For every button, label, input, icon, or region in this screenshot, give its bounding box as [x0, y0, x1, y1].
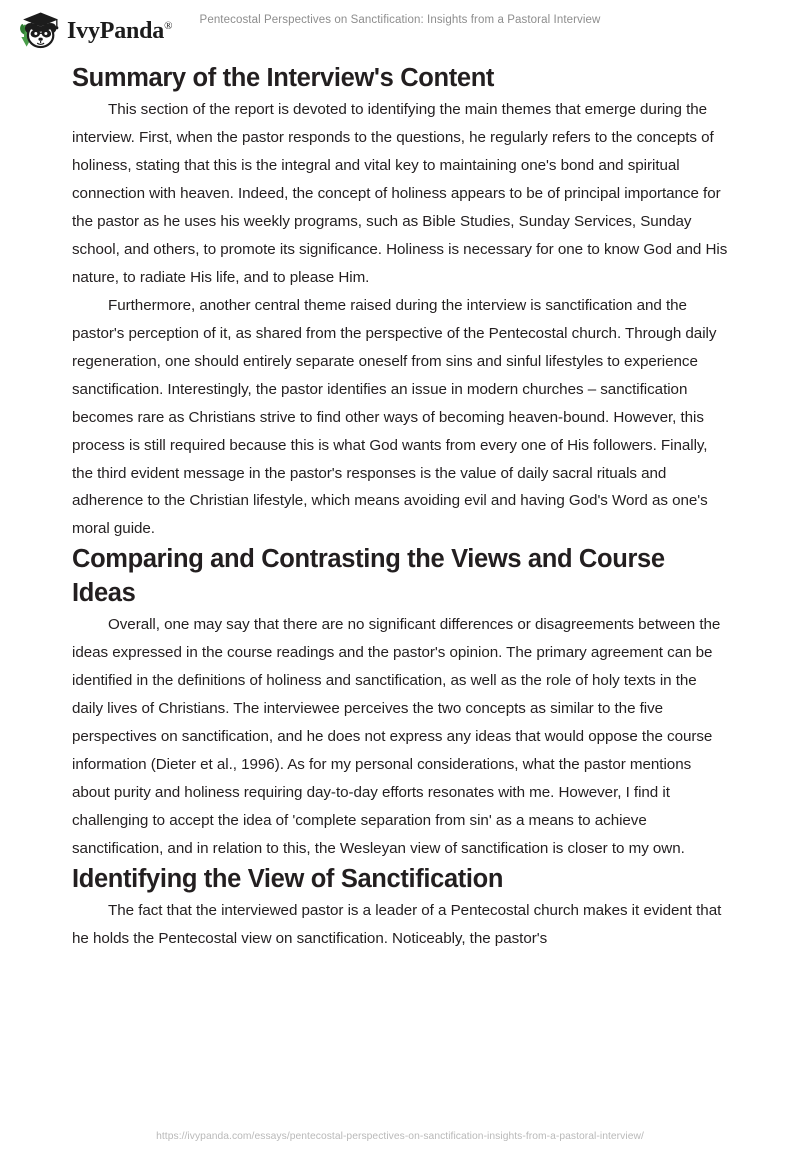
paragraph: This section of the report is devoted to identifying the main themes that emerge during the interview. First, when the pastor responds to the questions, he regularly refers to the concepts of holiness, stating that this is the integral and vital key to maintaining one's bond and spiritual connection with heaven. Indeed, the concept of holiness appears to be of principal importance for the pastor as he uses his weekly programs, such as Bible Studies, Sunday Services, Sunday school, and others, to promote its significance. Holiness is necessary for one to know God and His nature, to radiate His life, and to please Him. [72, 100, 728, 286]
document-title: Pentecostal Perspectives on Sanctification: Insights from a Pastoral Interview [199, 14, 601, 26]
paragraph: The fact that the interviewed pastor is a leader of a Pentecostal church makes it evident that he holds the Pentecostal view on sanctification. Noticeably, the pastor's [72, 901, 722, 947]
page-header [0, 0, 800, 60]
section-heading-comparing: Comparing and Contrasting the Views and Course Ideas [72, 545, 665, 608]
document-body [72, 62, 728, 953]
brand-name-text: IvyPanda [67, 18, 165, 44]
source-url[interactable]: https://ivypanda.com/essays/pentecostal-perspectives-on-sanctification-insights-from-a-pastoral-interview/ [156, 1131, 644, 1142]
page-footer [0, 1126, 800, 1144]
paragraph: Furthermore, another central theme raised during the interview is sanctification and the pastor's perception of it, as shared from the perspective of the Pentecostal church. Through daily regeneration, one should entirely separate oneself from sins and sinful lifestyles to experience sanctification. Interestingly, the pastor identifies an issue in modern churches – sanctification becomes rare as Christians strive to find other ways of becoming heaven-bound. However, this process is still required because this is what God wants from every one of His followers. Finally, the third evident message in the pastor's responses is the value of daily sacral rituals and adherence to the Christian lifestyle, which means avoiding evil and having God's Word as one's moral guide. [72, 296, 717, 538]
section-heading-summary: Summary of the Interview's Content [72, 64, 495, 92]
paragraph: Overall, one may say that there are no significant differences or disagreements between the ideas expressed in the course readings and the pastor's opinion. The primary agreement can be identified in the definitions of holiness and sanctification, as well as the role of holy texts in the daily lives of Christians. The interviewee perceives the two concepts as similar to the five perspectives on sanctification, and he does not express any ideas that would oppose the course information (Dieter et al., 1996). As for my personal considerations, what the pastor mentions about purity and holiness requiring day-to-day efforts resonates with me. However, I find it challenging to accept the idea of 'complete separation from sin' as a means to achieve sanctification, and in relation to this, the Wesleyan view of sanctification is closer to my own. [72, 616, 721, 857]
section-heading-identifying: Identifying the View of Sanctification [72, 864, 504, 893]
registered-trademark-icon: ® [164, 20, 173, 32]
